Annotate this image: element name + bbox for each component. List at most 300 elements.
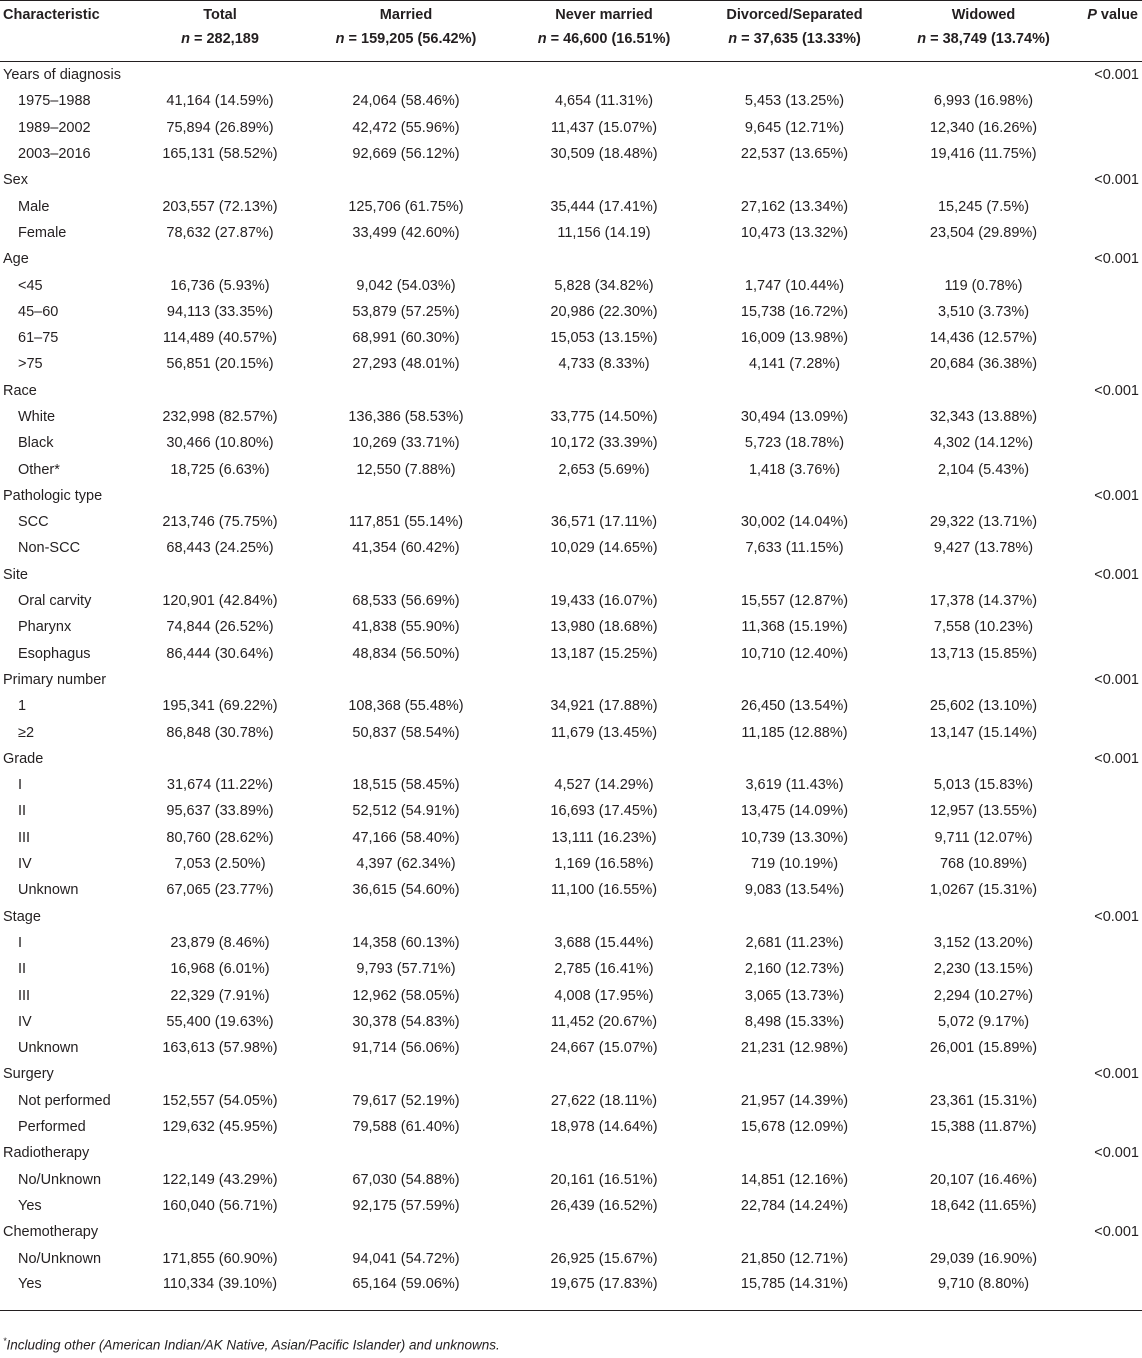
empty-cell (891, 904, 1076, 930)
value-cell: 22,784 (14.24%) (740, 1197, 849, 1214)
table-row (0, 641, 1142, 667)
value-cell: 18,978 (14.64%) (550, 1119, 658, 1136)
table-row-group (0, 246, 1142, 272)
value-cell: 768 (10.89%) (939, 856, 1028, 873)
header-widowed: Widowed (891, 1, 1076, 30)
empty-cell (302, 746, 510, 772)
value-cell: 213,746 (75.75%) (162, 514, 278, 531)
empty-cell (510, 246, 698, 272)
header-never-married: Never married (510, 1, 698, 30)
empty-cell (302, 562, 510, 588)
table-row (0, 1272, 1142, 1311)
value-cell: 14,436 (12.57%) (929, 330, 1038, 347)
value-cell: 1,418 (3.76%) (748, 461, 841, 478)
p-value-empty (1076, 193, 1142, 219)
n-italic: n (728, 31, 738, 47)
value-cell: 26,450 (13.54%) (740, 698, 849, 715)
value-cell: 11,100 (16.55%) (550, 882, 658, 899)
value-cell: 65,164 (59.06%) (302, 1272, 510, 1311)
n-italic: n (181, 31, 190, 47)
value-cell: 74,844 (26.52%) (166, 619, 274, 636)
n-never-married (510, 29, 698, 62)
empty-cell (891, 378, 1076, 404)
value-cell: 33,775 (14.50%) (550, 409, 658, 425)
table-row-group (0, 1140, 1142, 1166)
p-value-empty (1076, 404, 1142, 430)
group-title: Chemotherapy (3, 1224, 99, 1241)
value-cell: 56,851 (20.15%) (166, 356, 274, 373)
group-title: Race (3, 382, 37, 399)
value-cell: 10,739 (13.30%) (740, 829, 849, 846)
group-title: Sex (3, 172, 28, 189)
value-cell: 10,029 (14.65%) (550, 540, 658, 557)
row-label: White (18, 409, 56, 425)
empty-cell (138, 1140, 302, 1166)
value-cell: 5,723 (18.78%) (744, 435, 845, 452)
p-value-empty (1076, 220, 1142, 246)
p-value-cell: <0.001 (1094, 908, 1139, 925)
p-value-empty (1076, 1088, 1142, 1114)
row-label: IV (18, 856, 32, 873)
group-title: Surgery (3, 1066, 54, 1083)
table-row (0, 719, 1142, 745)
value-cell: 34,921 (17.88%) (550, 698, 658, 715)
value-cell: 48,834 (56.50%) (352, 645, 460, 662)
table-row (0, 115, 1142, 141)
value-cell: 30,509 (18.48%) (550, 146, 658, 163)
p-value-empty (1076, 535, 1142, 561)
empty-cell (138, 746, 302, 772)
group-title: Age (3, 251, 29, 268)
value-cell: 3,619 (11.43%) (745, 777, 844, 794)
row-label: Male (18, 198, 50, 215)
p-value-cell: <0.001 (1094, 1066, 1139, 1083)
empty-cell (510, 746, 698, 772)
row-label: Female (18, 224, 67, 241)
value-cell: 68,991 (60.30%) (352, 330, 460, 347)
table-row (0, 693, 1142, 719)
value-cell: 12,550 (7.88%) (356, 461, 456, 478)
value-cell: 119 (0.78%) (944, 277, 1023, 294)
value-cell: 4,733 (8.33%) (558, 356, 650, 373)
p-value-empty (1076, 509, 1142, 535)
p-value-empty (1076, 877, 1142, 903)
value-cell: 136,386 (58.53%) (348, 409, 464, 425)
table-row (0, 193, 1142, 219)
row-label: ≥2 (18, 724, 35, 741)
value-cell: 108,368 (55.48%) (348, 698, 464, 715)
table-row (0, 588, 1142, 614)
row-label: 1975–1988 (18, 93, 91, 110)
value-cell: 14,851 (12.16%) (740, 1171, 849, 1188)
value-cell: 719 (10.19%) (750, 856, 839, 873)
header-p-italic: P (1087, 7, 1097, 23)
value-cell: 4,008 (17.95%) (554, 987, 654, 1004)
empty-cell (891, 246, 1076, 272)
value-cell: 15,388 (11.87%) (930, 1119, 1037, 1136)
value-cell: 47,166 (58.40%) (352, 829, 460, 846)
row-label: I (18, 934, 23, 951)
empty-cell (302, 1061, 510, 1087)
table-row (0, 141, 1142, 167)
footnote-text: Including other (American Indian/AK Native, Asian/Pacific Islander) and unknowns. (6, 1337, 500, 1353)
row-label: Pharynx (18, 619, 72, 636)
value-cell: 21,231 (12.98%) (740, 1040, 849, 1057)
value-cell: 27,622 (18.11%) (550, 1092, 658, 1109)
value-cell: 3,152 (13.20%) (933, 934, 1034, 951)
n-divorced-value: = 37,635 (13.33%) (737, 31, 861, 47)
row-label: II (18, 961, 27, 978)
value-cell: 1,169 (16.58%) (554, 856, 654, 873)
row-label: No/Unknown (18, 1171, 102, 1188)
empty-cell (698, 1219, 891, 1245)
row-label: Esophagus (18, 645, 91, 662)
p-value-empty (1076, 851, 1142, 877)
value-cell: 24,667 (15.07%) (550, 1040, 658, 1057)
value-cell: 94,113 (33.35%) (166, 303, 274, 320)
table-row (0, 982, 1142, 1008)
p-value-empty (1076, 1272, 1142, 1311)
value-cell: 26,001 (15.89%) (929, 1040, 1038, 1057)
empty-cell (510, 483, 698, 509)
value-cell: 2,160 (12.73%) (744, 961, 845, 978)
n-total-value: = 282,189 (189, 31, 259, 47)
table-row (0, 1193, 1142, 1219)
value-cell: 29,322 (13.71%) (929, 514, 1038, 531)
n-never-married-value: = 46,600 (16.51%) (546, 31, 671, 47)
table-row-group (0, 378, 1142, 404)
value-cell: 41,164 (14.59%) (166, 93, 274, 110)
table-row (0, 1088, 1142, 1114)
table-row (0, 1245, 1142, 1271)
empty-cell (891, 483, 1076, 509)
row-label: Oral carvity (18, 593, 92, 610)
value-cell: 11,452 (20.67%) (550, 1013, 658, 1030)
table-row (0, 772, 1142, 798)
value-cell: 114,489 (40.57%) (162, 330, 278, 347)
n-married-value: = 159,205 (56.42%) (344, 31, 477, 47)
value-cell: 15,557 (12.87%) (740, 593, 849, 610)
value-cell: 80,760 (28.62%) (166, 829, 274, 846)
empty-cell (302, 378, 510, 404)
value-cell: 203,557 (72.13%) (162, 198, 278, 215)
p-value-empty (1076, 1114, 1142, 1140)
table-row-group (0, 483, 1142, 509)
value-cell: 23,879 (8.46%) (170, 934, 270, 951)
empty-cell (891, 1061, 1076, 1087)
p-value-cell: <0.001 (1094, 1145, 1139, 1162)
row-label: 2003–2016 (18, 146, 91, 163)
table-row (0, 430, 1142, 456)
header-p-value (1076, 1, 1142, 30)
empty-cell (891, 562, 1076, 588)
p-value-empty (1076, 141, 1142, 167)
group-title: Years of diagnosis (3, 67, 121, 84)
empty-cell (698, 378, 891, 404)
table-header (0, 1, 1142, 62)
value-cell: 3,510 (3.73%) (937, 303, 1030, 320)
row-label: III (18, 829, 31, 846)
value-cell: 7,558 (10.23%) (933, 619, 1034, 636)
row-label: Other* (18, 461, 60, 478)
value-cell: 24,064 (58.46%) (352, 93, 460, 110)
table-row-group (0, 667, 1142, 693)
value-cell: 12,340 (16.26%) (929, 119, 1038, 136)
value-cell: 13,147 (15.14%) (929, 724, 1038, 741)
value-cell: 41,354 (60.42%) (352, 540, 460, 557)
value-cell: 68,533 (56.69%) (352, 593, 460, 610)
value-cell: 35,444 (17.41%) (550, 198, 658, 215)
value-cell: 20,684 (36.38%) (929, 356, 1038, 373)
empty-cell (510, 1140, 698, 1166)
value-cell: 9,645 (12.71%) (744, 119, 845, 136)
header-p-rest: value (1096, 7, 1138, 23)
n-divorced (698, 29, 891, 62)
value-cell: 2,653 (5.69%) (558, 461, 650, 478)
table-row-group (0, 1061, 1142, 1087)
table-row (0, 1114, 1142, 1140)
p-value-cell: <0.001 (1094, 750, 1139, 767)
row-label: Non-SCC (18, 540, 81, 557)
empty-cell (891, 667, 1076, 693)
header-divorced: Divorced/Separated (698, 1, 891, 30)
footnote-marker: * (3, 1336, 7, 1346)
n-italic: n (537, 31, 547, 47)
value-cell: 30,002 (14.04%) (740, 514, 849, 531)
value-cell: 17,378 (14.37%) (929, 593, 1038, 610)
empty-cell (510, 62, 698, 89)
value-cell: 27,162 (13.34%) (740, 198, 849, 215)
p-value-empty (1076, 641, 1142, 667)
value-cell: 4,527 (14.29%) (554, 777, 654, 794)
value-cell: 53,879 (57.25%) (352, 303, 460, 320)
p-value-empty (1076, 693, 1142, 719)
value-cell: 160,040 (56.71%) (162, 1197, 278, 1214)
row-label: Not performed (18, 1092, 111, 1109)
empty-cell (510, 167, 698, 193)
table-row (0, 1035, 1142, 1061)
row-label: Black (18, 435, 54, 452)
p-value-empty (1076, 115, 1142, 141)
value-cell: 11,679 (13.45%) (550, 724, 658, 741)
value-cell: 92,175 (57.59%) (352, 1197, 460, 1214)
empty-cell (138, 167, 302, 193)
p-value-empty (1076, 430, 1142, 456)
value-cell: 26,439 (16.52%) (550, 1197, 658, 1214)
header-married: Married (302, 1, 510, 30)
row-label: >75 (18, 356, 43, 373)
value-cell: 10,269 (33.71%) (352, 435, 460, 452)
p-value-cell: <0.001 (1094, 67, 1139, 84)
empty-cell (698, 167, 891, 193)
value-cell: 21,850 (12.71%) (740, 1250, 849, 1267)
table-row (0, 930, 1142, 956)
n-italic: n (335, 31, 345, 47)
value-cell: 10,473 (13.32%) (740, 224, 849, 241)
empty-cell (510, 378, 698, 404)
table-row-group (0, 562, 1142, 588)
empty-cell (698, 904, 891, 930)
value-cell: 117,851 (55.14%) (348, 514, 464, 531)
value-cell: 19,433 (16.07%) (550, 593, 658, 610)
value-cell: 67,065 (23.77%) (166, 882, 274, 899)
value-cell: 32,343 (13.88%) (929, 409, 1038, 425)
empty-cell (302, 483, 510, 509)
value-cell: 27,293 (48.01%) (352, 356, 460, 373)
p-value-empty (1076, 1009, 1142, 1035)
value-cell: 15,678 (12.09%) (740, 1119, 849, 1136)
empty-cell (138, 1219, 302, 1245)
value-cell: 13,713 (15.85%) (929, 645, 1038, 662)
value-cell: 4,397 (62.34%) (356, 856, 456, 873)
p-value-cell: <0.001 (1094, 172, 1139, 189)
value-cell: 55,400 (19.63%) (166, 1013, 274, 1030)
empty-cell (510, 1219, 698, 1245)
value-cell: 79,588 (61.40%) (352, 1119, 460, 1136)
p-value-cell: <0.001 (1094, 487, 1139, 504)
row-label: 1 (18, 698, 27, 715)
value-cell: 15,053 (13.15%) (550, 330, 658, 347)
group-title: Site (3, 566, 28, 583)
value-cell: 171,855 (60.90%) (162, 1250, 278, 1267)
n-widowed (891, 29, 1076, 62)
p-value-empty (1076, 1245, 1142, 1271)
value-cell: 23,504 (29.89%) (929, 224, 1038, 241)
value-cell: 13,187 (15.25%) (550, 645, 658, 662)
value-cell: 23,361 (15.31%) (929, 1092, 1038, 1109)
value-cell: 30,378 (54.83%) (352, 1013, 460, 1030)
value-cell: 4,654 (11.31%) (554, 93, 654, 110)
value-cell: 2,785 (16.41%) (554, 961, 654, 978)
value-cell: 86,848 (30.78%) (166, 724, 274, 741)
table-row-group (0, 167, 1142, 193)
value-cell: 30,494 (13.09%) (740, 409, 849, 425)
value-cell: 125,706 (61.75%) (348, 198, 464, 215)
value-cell: 50,837 (58.54%) (352, 724, 460, 741)
table-row (0, 220, 1142, 246)
table-row (0, 1009, 1142, 1035)
p-value-empty (1076, 798, 1142, 824)
table-row (0, 404, 1142, 430)
table-row-group (0, 746, 1142, 772)
value-cell: 5,013 (15.83%) (933, 777, 1034, 794)
value-cell: 16,968 (6.01%) (170, 961, 270, 978)
empty-cell (891, 62, 1076, 89)
value-cell: 9,427 (13.78%) (933, 540, 1034, 557)
table-row-group (0, 1219, 1142, 1245)
empty-cell (138, 246, 302, 272)
empty-cell (698, 667, 891, 693)
p-value-empty (1076, 719, 1142, 745)
value-cell: 52,512 (54.91%) (352, 803, 460, 820)
table-row (0, 509, 1142, 535)
value-cell: 15,738 (16.72%) (740, 303, 849, 320)
value-cell: 20,986 (22.30%) (550, 303, 658, 320)
empty-cell (698, 483, 891, 509)
value-cell: 9,083 (13.54%) (744, 882, 845, 899)
p-value-empty (1076, 930, 1142, 956)
value-cell: 7,053 (2.50%) (174, 856, 266, 873)
value-cell: 5,072 (9.17%) (937, 1013, 1030, 1030)
value-cell: 36,615 (54.60%) (352, 882, 460, 899)
table-row (0, 825, 1142, 851)
value-cell: 13,475 (14.09%) (740, 803, 849, 820)
value-cell: 95,637 (33.89%) (166, 803, 274, 820)
value-cell: 6,993 (16.98%) (933, 93, 1034, 110)
empty-cell (302, 62, 510, 89)
value-cell: 9,042 (54.03%) (356, 277, 456, 294)
value-cell: 67,030 (54.88%) (352, 1171, 460, 1188)
table-row (0, 614, 1142, 640)
empty-cell (698, 1061, 891, 1087)
p-value-empty (1076, 299, 1142, 325)
p-value-empty (1076, 88, 1142, 114)
p-value-cell: <0.001 (1094, 382, 1139, 399)
row-label: IV (18, 1013, 32, 1030)
empty-cell (891, 1140, 1076, 1166)
empty-cell (138, 483, 302, 509)
value-cell: 2,681 (11.23%) (745, 934, 844, 951)
header-characteristic: Characteristic (0, 1, 138, 30)
empty-cell (698, 1140, 891, 1166)
table-body (0, 62, 1142, 1311)
empty-cell (510, 1061, 698, 1087)
p-value-empty (1076, 1035, 1142, 1061)
row-label: No/Unknown (18, 1250, 102, 1267)
empty-cell (302, 667, 510, 693)
p-value-cell: <0.001 (1094, 1224, 1139, 1241)
value-cell: 5,828 (34.82%) (554, 277, 654, 294)
empty-cell (138, 1061, 302, 1087)
value-cell: 10,172 (33.39%) (550, 435, 658, 452)
table-row (0, 877, 1142, 903)
row-label: II (18, 803, 27, 820)
value-cell: 22,329 (7.91%) (170, 987, 270, 1004)
value-cell: 11,185 (12.88%) (741, 724, 848, 741)
value-cell: 2,104 (5.43%) (937, 461, 1030, 478)
value-cell: 2,294 (10.27%) (933, 987, 1034, 1004)
table-row (0, 325, 1142, 351)
group-title: Stage (3, 908, 41, 925)
value-cell: 232,998 (82.57%) (162, 409, 278, 425)
empty-cell (891, 167, 1076, 193)
table-row (0, 456, 1142, 482)
value-cell: 4,141 (7.28%) (748, 356, 841, 373)
row-label: 61–75 (18, 330, 59, 347)
value-cell: 86,444 (30.64%) (166, 645, 274, 662)
empty-cell (138, 378, 302, 404)
value-cell: 4,302 (14.12%) (933, 435, 1034, 452)
value-cell: 122,149 (43.29%) (162, 1171, 278, 1188)
group-title: Pathologic type (3, 487, 103, 504)
value-cell: 152,557 (54.05%) (162, 1092, 278, 1109)
empty-cell (891, 1219, 1076, 1245)
value-cell: 120,901 (42.84%) (162, 593, 278, 610)
p-value-empty (1076, 456, 1142, 482)
group-title: Radiotherapy (3, 1145, 90, 1162)
value-cell: 163,613 (57.98%) (162, 1040, 278, 1057)
row-label: Performed (18, 1119, 86, 1136)
value-cell: 92,669 (56.12%) (352, 146, 460, 163)
empty-cell (510, 562, 698, 588)
value-cell: 12,962 (58.05%) (352, 987, 460, 1004)
p-value-empty (1076, 272, 1142, 298)
value-cell: 15,245 (7.5%) (937, 198, 1030, 215)
p-value-empty (1076, 588, 1142, 614)
group-title: Grade (3, 750, 44, 767)
n-italic: n (917, 31, 927, 47)
empty-cell (138, 562, 302, 588)
